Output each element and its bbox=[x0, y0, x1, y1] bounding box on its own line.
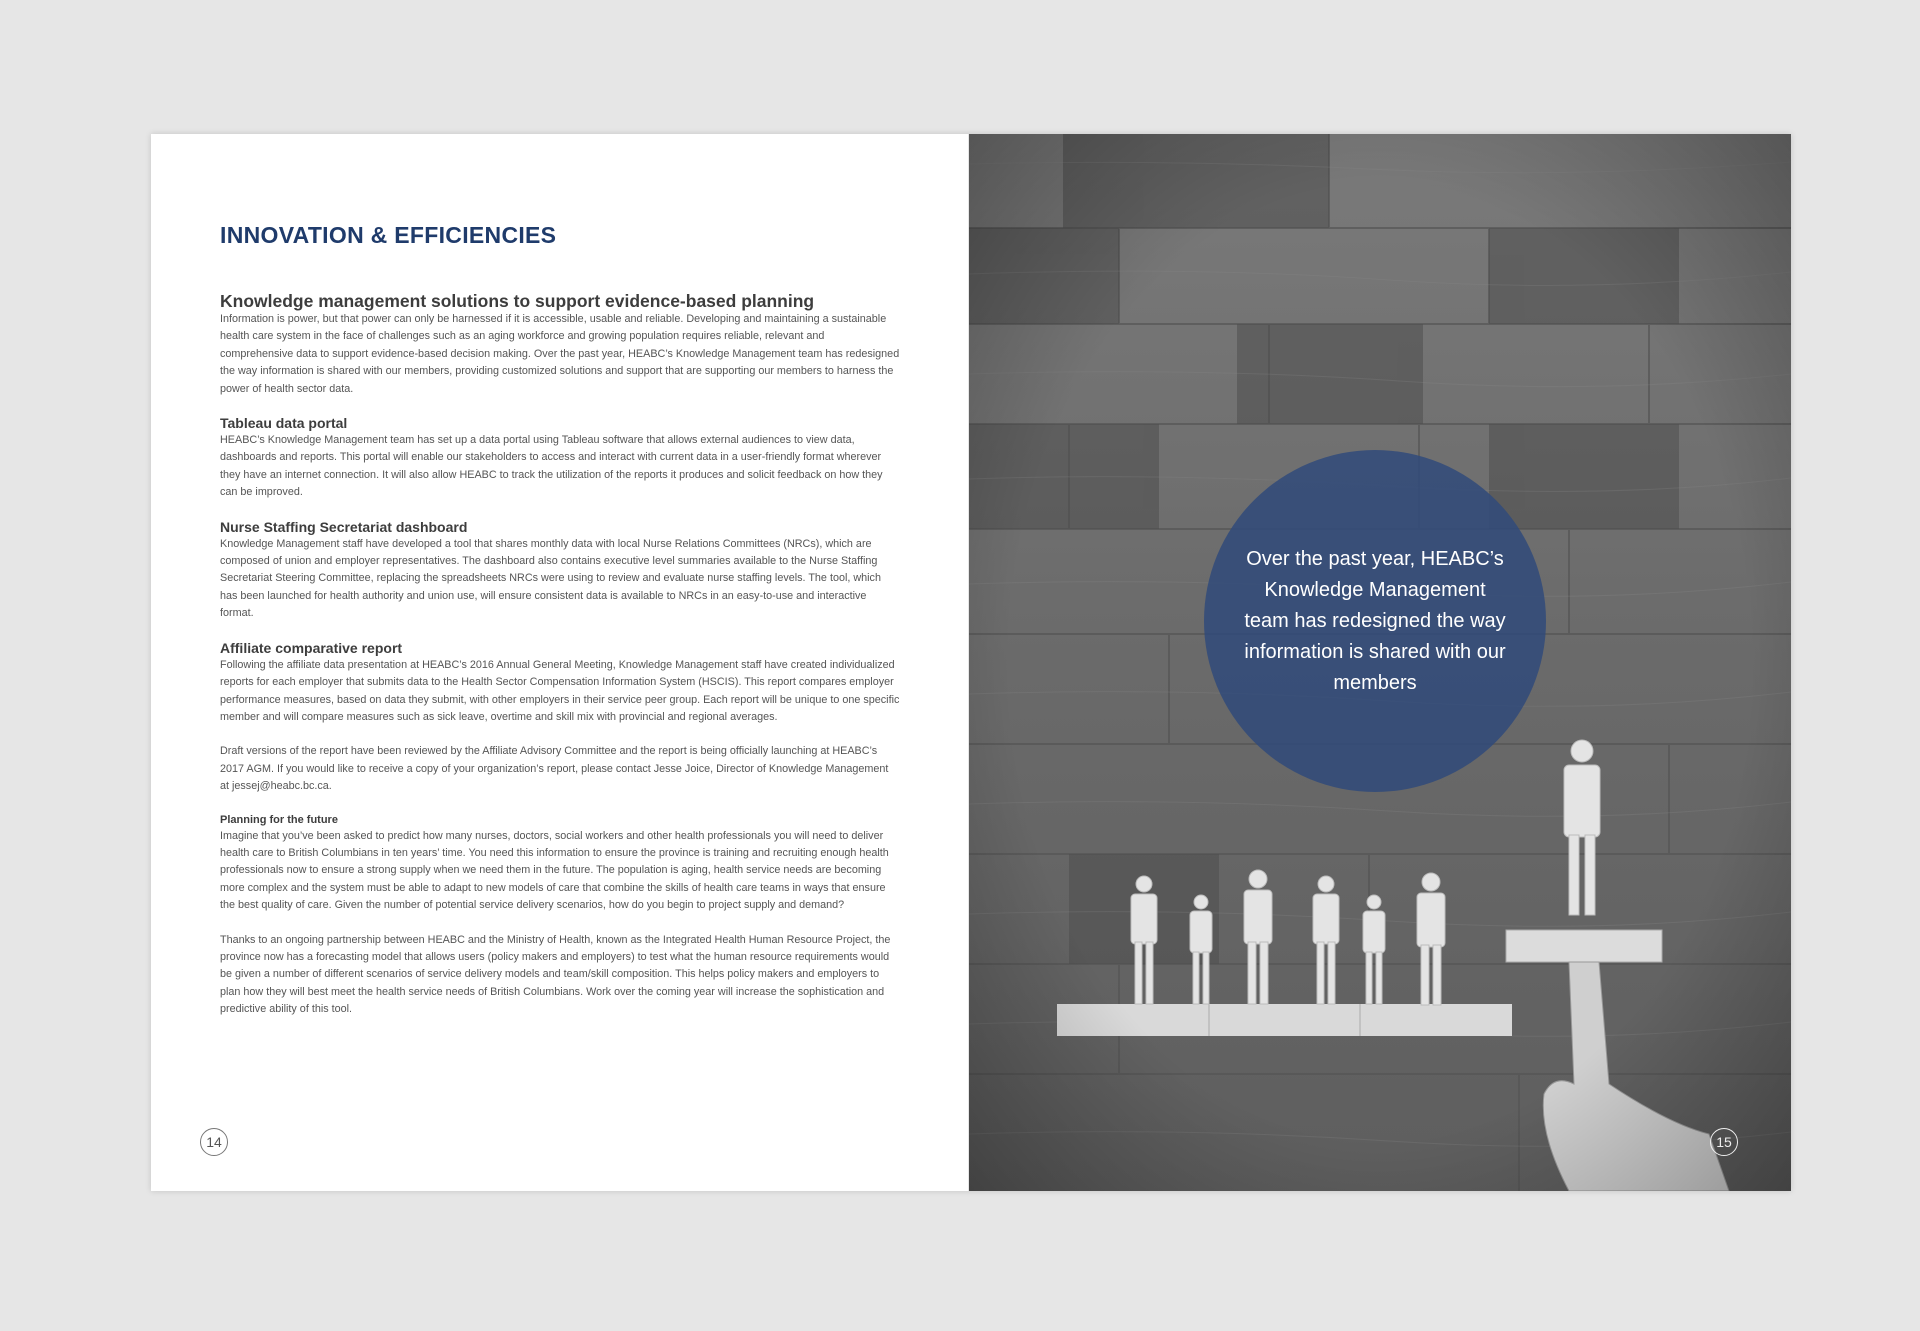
section-affiliate-report bbox=[220, 640, 900, 796]
page-number: 15 bbox=[1710, 1128, 1738, 1156]
article-content bbox=[220, 222, 900, 1036]
page-heading: INNOVATION & EFFICIENCIES bbox=[220, 222, 557, 248]
section-title: Tableau data portal bbox=[220, 415, 348, 432]
right-page bbox=[969, 134, 1791, 1191]
section-paragraph: Following the affiliate data presentation at HEABC’s 2016 Annual General Meeting, Knowledge Management staff have created individualized reports for each employer that submits data to the Health Sector Compensation Information System (HSCIS). This report compares employer performance measures, based on data they submit, with other employers in their service peer group. Each report will be unique to one specific member and will compare measures such as sick leave, overtime and skill mix with provincial and regional averages. bbox=[220, 658, 900, 723]
page-number: 14 bbox=[200, 1128, 228, 1156]
section-paragraph: Knowledge Management staff have developed a tool that shares monthly data with local Nurse Relations Committees (NRCs), which are composed of union and employer representatives. The dashboard also contains executive level summaries available to the Nurse Staffing Secretariat Steering Committee, replacing the spreadsheets NRCs were using to review and evaluate nurse staffing levels. The tool, which has been launched for health authority and union use, will ensure consistent data is available to NRCs in an easy-to-use and interactive format. bbox=[220, 537, 881, 620]
left-page bbox=[151, 134, 968, 1191]
section-knowledge-management bbox=[220, 291, 900, 398]
section-title: Planning for the future bbox=[220, 813, 338, 826]
section-paragraph: HEABC’s Knowledge Management team has set up a data portal using Tableau software that allows external audiences to view data, dashboards and reports. This portal will enable our stakeholders to access and interact with current data in a user-friendly format wherever they have an internet connection. It will also allow HEABC to track the utilization of the reports it produces and solicit feedback on how they can be improved. bbox=[220, 434, 883, 499]
section-title: Affiliate comparative report bbox=[220, 639, 403, 656]
section-title: Nurse Staffing Secretariat dashboard bbox=[220, 518, 468, 535]
section-title: Knowledge management solutions to support evidence-based planning bbox=[220, 291, 815, 311]
section-paragraph: Information is power, but that power can only be harnessed if it is accessible, usable and reliable. Developing and maintaining a sustainable health care system in the face of challenges such as an aging workforce and growing population requires reliable, relevant and comprehensive data to support evidence-based decision making. Over the past year, HEABC’s Knowledge Management team has redesigned the way information is shared with our members, providing customized solutions and support that are supporting our members to harness the power of health sector data. bbox=[220, 313, 900, 395]
quote-circle bbox=[1204, 450, 1546, 792]
section-paragraph: Draft versions of the report have been reviewed by the Affiliate Advisory Committee and the report is being officially launching at HEABC’s 2017 AGM. If you would like to receive a copy of your organization’s report, please contact Jesse Joice, Director of Knowledge Management at jessej@heabc.bc.ca. bbox=[220, 745, 889, 793]
section-paragraph: Imagine that you’ve been asked to predict how many nurses, doctors, social workers and other health professionals you will need to deliver health care to British Columbians in ten years’ time. You need this information to ensure the province is training and recruiting enough health professionals now to ensure a strong supply when we need them in the future. The population is aging, health service needs are becoming more complex and the system must be able to adapt to new models of care that combine the skills of health care teams in ways that ensure the best quality of care. Given the number of potential service delivery scenarios, how do you begin to project supply and demand? bbox=[220, 829, 889, 912]
section-paragraph: Thanks to an ongoing partnership between HEABC and the Ministry of Health, known as the Integrated Health Human Resource Project, the province now has a forecasting model that allows users (policy makers and employers) to test what the human resource requirements would be given a number of different scenarios of service delivery models and team/skill composition. This helps policy makers and employers to plan how they will best meet the health service needs of British Columbians. Work over the coming year will increase the sophistication and predictive ability of this tool. bbox=[220, 933, 891, 1016]
section-nurse-staffing bbox=[220, 519, 900, 623]
section-tableau-portal bbox=[220, 415, 900, 502]
brochure-spread bbox=[151, 134, 1791, 1191]
pull-quote: Over the past year, HEABC’s Knowledge Management team has redesigned the way information is shared with our members bbox=[1244, 547, 1506, 694]
section-planning-future bbox=[220, 813, 900, 1019]
